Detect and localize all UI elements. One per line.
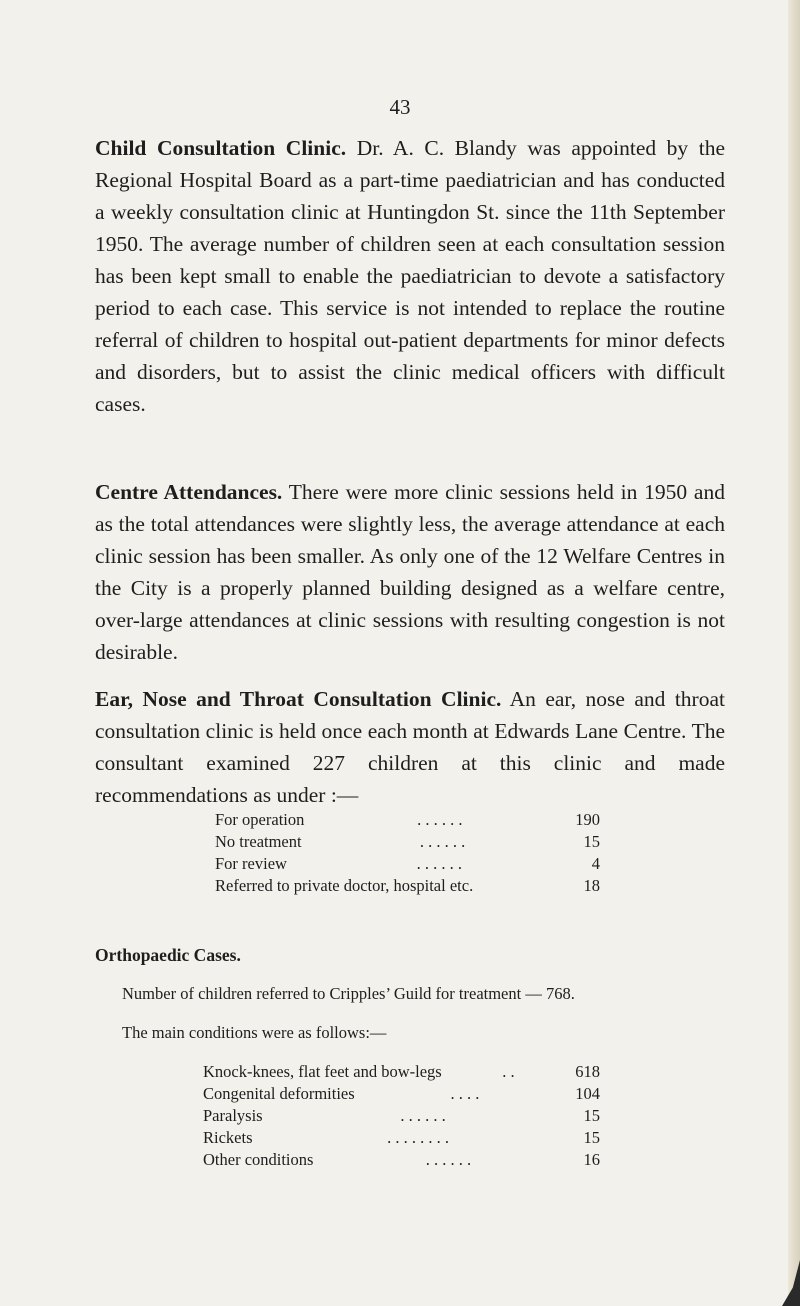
table-row <box>215 875 600 897</box>
row-label: Rickets <box>203 1128 253 1147</box>
table-row <box>215 831 600 853</box>
row-value: 16 <box>583 1150 600 1169</box>
row-leader: . . . . . . <box>425 1150 472 1169</box>
row-value: 4 <box>591 854 600 873</box>
row-leader: . . . . . . . . <box>387 1128 449 1147</box>
child-consultation-heading: Child Consultation Clinic. <box>95 136 347 160</box>
row-label: For operation <box>215 810 305 829</box>
orthopaedic-referred-line: Number of children referred to Cripples’ Guild for treatment — 768. <box>122 984 575 1003</box>
table-row <box>215 809 600 831</box>
row-value: 15 <box>583 1106 600 1125</box>
ent-recommendations-table <box>215 809 600 897</box>
child-consultation-paragraph <box>95 132 725 420</box>
centre-attendances-text: There were more clinic sessions held in 1950 and as the total attendances were slightly less, the average attendance at each clinic session has been smaller. As only one of the 12 Welfare Centres in the City is a properly planned building designed as a welfare centre, over-large attendances at clinic sessions with resulting congestion is not desirable. <box>95 480 725 664</box>
row-label: No treatment <box>215 832 302 851</box>
ent-heading: Ear, Nose and Throat Consultation Clinic. <box>95 687 502 711</box>
row-value: 18 <box>583 876 600 895</box>
row-leader: . . . . . . <box>419 832 466 851</box>
row-label: Paralysis <box>203 1106 263 1125</box>
row-leader: . . . . <box>450 1084 480 1103</box>
orthopaedic-conditions-intro: The main conditions were as follows:— <box>122 1023 387 1042</box>
row-label: Other conditions <box>203 1150 314 1169</box>
row-value: 15 <box>583 1128 600 1147</box>
ent-paragraph <box>95 683 725 811</box>
table-row <box>203 1149 600 1171</box>
row-label: For review <box>215 854 287 873</box>
table-row <box>203 1083 600 1105</box>
table-row <box>203 1105 600 1127</box>
row-label: Congenital deformities <box>203 1084 355 1103</box>
row-value: 618 <box>575 1062 600 1081</box>
page-number: 43 <box>389 95 411 119</box>
row-label: Knock-knees, flat feet and bow-legs <box>203 1062 442 1081</box>
row-leader: . . <box>502 1062 515 1081</box>
table-row <box>203 1061 600 1083</box>
row-leader: . . . . . . <box>400 1106 446 1125</box>
row-value: 104 <box>575 1084 600 1103</box>
ent-text: An ear, nose and throat consultation clinic is held once each month at Edwards Lane Centre. The consultant examined 227 children at this clinic and made recommendations as under :— <box>95 687 725 807</box>
row-leader: . . . . . . <box>417 810 463 829</box>
centre-attendances-heading: Centre Attendances. <box>95 480 283 504</box>
table-row <box>215 853 600 875</box>
row-value: 15 <box>583 832 600 851</box>
row-leader: . . . . . . <box>416 854 463 873</box>
orthopaedic-heading: Orthopaedic Cases. <box>95 945 241 965</box>
orthopaedic-conditions-table <box>203 1061 600 1171</box>
page-edge-shadow <box>788 0 800 1306</box>
child-consultation-text: Dr. A. C. Blandy was appointed by the Regional Hospital Board as a part-time paediatrician and has conducted a weekly consultation clinic at Huntingdon St. since the 11th September 1950. The average number of children seen at each consultation session has been kept small to enable the paediatrician to devote a satisfactory period to each case. This service is not intended to replace the routine referral of children to hospital out-patient departments for minor defects and disorders, but to assist the clinic medical officers with difficult cases. <box>95 136 725 416</box>
row-label: Referred to private doctor, hospital etc. <box>215 876 474 895</box>
centre-attendances-paragraph <box>95 476 725 668</box>
row-value: 190 <box>575 810 600 829</box>
table-row <box>203 1127 600 1149</box>
